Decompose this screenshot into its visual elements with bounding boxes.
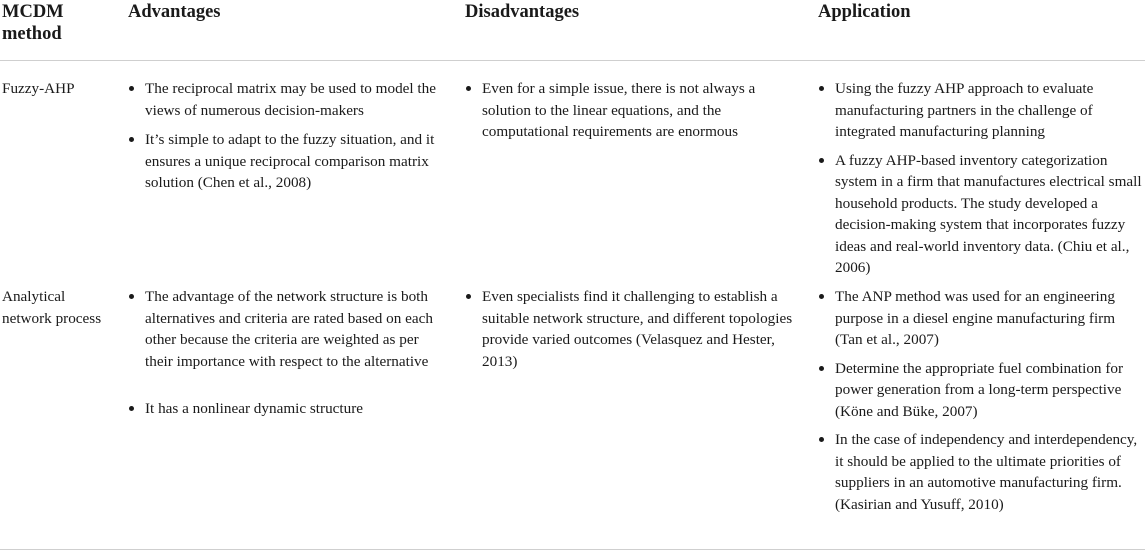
list-item: The reciprocal matrix may be used to model the views of numerous decision-makers xyxy=(128,78,446,121)
table-row xyxy=(0,286,1145,551)
list-item: Using the fuzzy AHP approach to evaluate manufacturing partners in the challenge of integrated manufacturing planning xyxy=(818,78,1145,143)
method-cell: Analytical network process xyxy=(2,288,102,327)
list-item: The advantage of the network structure is both alternatives and criteria are rated based on each other because the criteria are weighted as per their importance with respect to the alternative xyxy=(128,286,446,372)
list-item: It has a nonlinear dynamic structure xyxy=(128,398,446,420)
header-advantages: Advantages xyxy=(128,2,221,22)
list-item: The ANP method was used for an engineering purpose in a diesel engine manufacturing firm (Tan et al., 2007) xyxy=(818,286,1145,351)
table-header xyxy=(0,0,1145,61)
list-item: It’s simple to adapt to the fuzzy situation, and it ensures a unique reciprocal comparison matrix solution (Chen et al., 2008) xyxy=(128,129,446,194)
list-item: In the case of independency and interdependency, it should be applied to the ultimate priorities of suppliers in an automotive manufacturing firm. (Kasirian and Yusuff, 2010) xyxy=(818,429,1145,515)
application-cell xyxy=(818,286,1145,515)
application-cell xyxy=(818,78,1145,279)
list-item: Even for a simple issue, there is not always a solution to the linear equations, and the computational requirements are enormous xyxy=(465,78,801,143)
table-bottom-rule xyxy=(0,549,1145,550)
list-item: Determine the appropriate fuel combination for power generation from a long-term perspective (Köne and Büke, 2007) xyxy=(818,358,1145,423)
header-mcdm-method: MCDM method xyxy=(2,2,64,44)
list-item: Even specialists find it challenging to establish a suitable network structure, and different topologies provide varied outcomes (Velasquez and Hester, 2013) xyxy=(465,286,801,372)
header-application: Application xyxy=(818,2,911,22)
disadvantages-cell xyxy=(465,286,801,372)
header-disadvantages: Disadvantages xyxy=(465,2,580,22)
advantages-cell xyxy=(128,78,446,194)
disadvantages-cell xyxy=(465,78,801,143)
method-cell: Fuzzy-AHP xyxy=(2,80,75,97)
advantages-cell xyxy=(128,286,446,420)
table-row xyxy=(0,78,1145,278)
list-item: A fuzzy AHP-based inventory categorization system in a firm that manufactures electrical small household products. The study developed a decision-making system that incorporates fuzzy ideas and real-world inventory data. (Chiu et al., 2006) xyxy=(818,150,1145,279)
